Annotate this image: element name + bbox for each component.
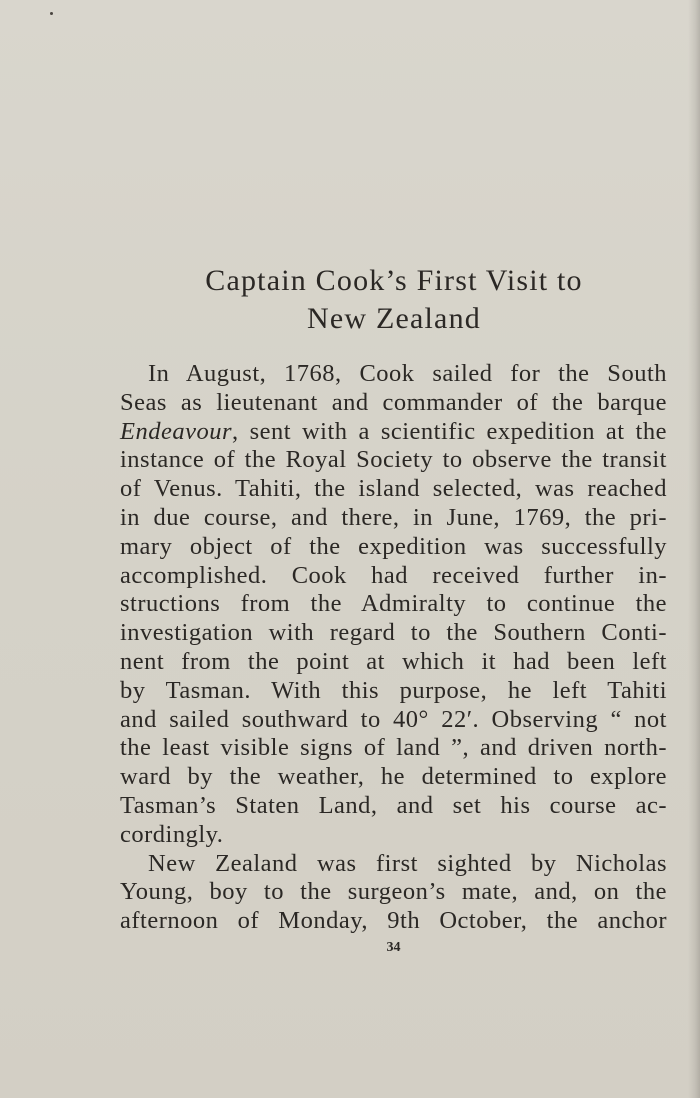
paper-speck: [50, 12, 53, 15]
text-line: afternoon of Monday, 9th October, the anchor: [120, 907, 667, 935]
text-line: structions from the Admiralty to continue the: [120, 590, 667, 618]
chapter-title-line-2: New Zealand: [307, 302, 481, 335]
text-line: Endeavour, sent with a scientific expedition at the: [120, 417, 667, 445]
text-line: the least visible signs of land ”, and driven north-: [120, 734, 667, 762]
page-number: 34: [386, 940, 401, 955]
page-edge-shadow: [688, 0, 700, 1098]
text-line: mary object of the expedition was successfully: [120, 532, 667, 560]
text-line: in due course, and there, in June, 1769, the pri-: [120, 503, 667, 531]
text-line: by Tasman. With this purpose, he left Tahiti: [120, 676, 667, 704]
text-line: Tasman’s Staten Land, and set his course ac-: [120, 791, 667, 819]
text-line: cordingly.: [120, 820, 224, 848]
text-line: nent from the point at which it had been left: [120, 647, 667, 675]
text-line: instance of the Royal Society to observe the transit: [120, 446, 667, 474]
text-line: and sailed southward to 40° 22′. Observing “ not: [120, 705, 667, 733]
text-line: New Zealand was first sighted by Nicholas: [148, 849, 667, 877]
chapter-title-line-1: Captain Cook’s First Visit to: [205, 264, 583, 297]
text-line: Young, boy to the surgeon’s mate, and, on the: [120, 878, 667, 906]
ship-name: Endeavour: [120, 417, 232, 445]
text-line: accomplished. Cook had received further in-: [120, 561, 667, 589]
body-text: [120, 360, 667, 936]
text-line: Seas as lieutenant and commander of the barque: [120, 388, 667, 416]
text-line: investigation with regard to the Southern Conti-: [120, 619, 667, 647]
text-line: ward by the weather, he determined to explore: [120, 763, 667, 791]
text-line: of Venus. Tahiti, the island selected, was reached: [120, 475, 667, 503]
text-line: In August, 1768, Cook sailed for the South: [148, 360, 667, 387]
